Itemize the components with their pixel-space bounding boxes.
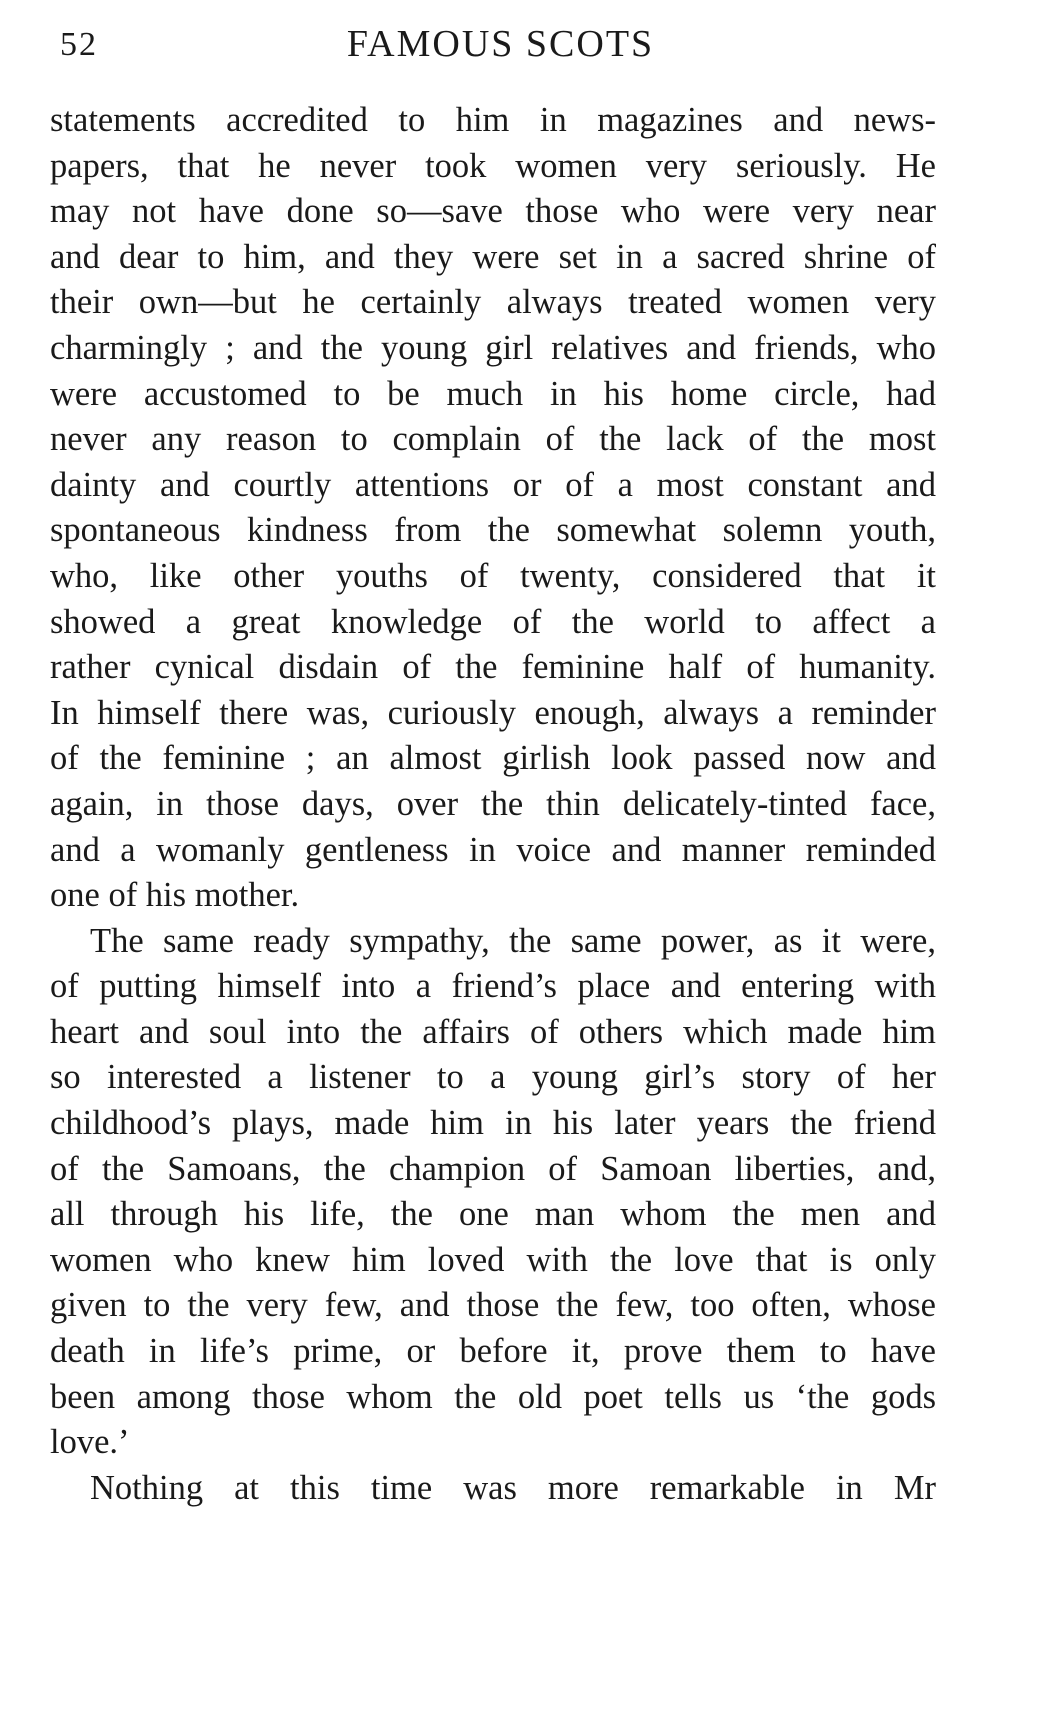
text-line: showed a great knowledge of the world to affect a [50,602,936,641]
text-line: dainty and courtly attentions or of a most constant and [50,465,936,504]
text-line: death in life’s prime, or before it, prove them to have [50,1332,936,1371]
paragraph [50,919,936,1466]
paragraph [50,98,936,919]
text-line: of the Samoans, the champion of Samoan liberties, and, [50,1149,936,1188]
text-line: so interested a listener to a young girl’s story of her [50,1058,936,1097]
text-line: of the feminine ; an almost girlish look passed now and [50,739,936,778]
body-text [50,98,936,1511]
text-line: In himself there was, curiously enough, always a reminder [50,693,936,732]
paragraph [50,1466,936,1512]
page-number: 52 [60,26,98,63]
running-title: FAMOUS SCOTS [346,23,655,65]
text-line: all through his life, the one man whom the men and [50,1195,936,1234]
text-line: one of his mother. [50,876,300,915]
text-line: again, in those days, over the thin delicately-tinted face, [50,784,936,823]
text-line: never any reason to complain of the lack of the most [50,420,936,459]
text-line: of putting himself into a friend’s place and entering with [50,967,936,1006]
running-head [52,22,949,70]
text-line: papers, that he never took women very seriously. He [50,146,936,185]
text-line: given to the very few, and those the few, too often, whose [50,1286,936,1325]
text-line: their own—but he certainly always treated women very [50,283,936,322]
text-line: statements accredited to him in magazines and news- [50,101,936,139]
text-line: heart and soul into the affairs of others which made him [50,1012,936,1051]
text-line: love.’ [50,1423,130,1462]
text-line: were accustomed to be much in his home circle, had [50,374,936,413]
text-line: and dear to him, and they were set in a sacred shrine of [50,237,936,276]
text-line: who, like other youths of twenty, considered that it [50,556,936,595]
text-line: The same ready sympathy, the same power, as it were, [90,921,936,960]
text-line: been among those whom the old poet tells us ‘the gods [50,1377,936,1416]
text-line: charmingly ; and the young girl relatives and friends, who [50,328,936,367]
text-line: childhood’s plays, made him in his later years the friend [50,1104,936,1143]
text-line: women who knew him loved with the love that is only [50,1240,936,1279]
text-line: and a womanly gentleness in voice and manner reminded [50,830,936,869]
text-line: spontaneous kindness from the somewhat solemn youth, [50,511,936,550]
text-line: Nothing at this time was more remarkable in Mr [90,1468,936,1507]
text-line: rather cynical disdain of the feminine half of humanity. [50,648,936,687]
text-line: may not have done so—save those who were very near [50,192,936,231]
